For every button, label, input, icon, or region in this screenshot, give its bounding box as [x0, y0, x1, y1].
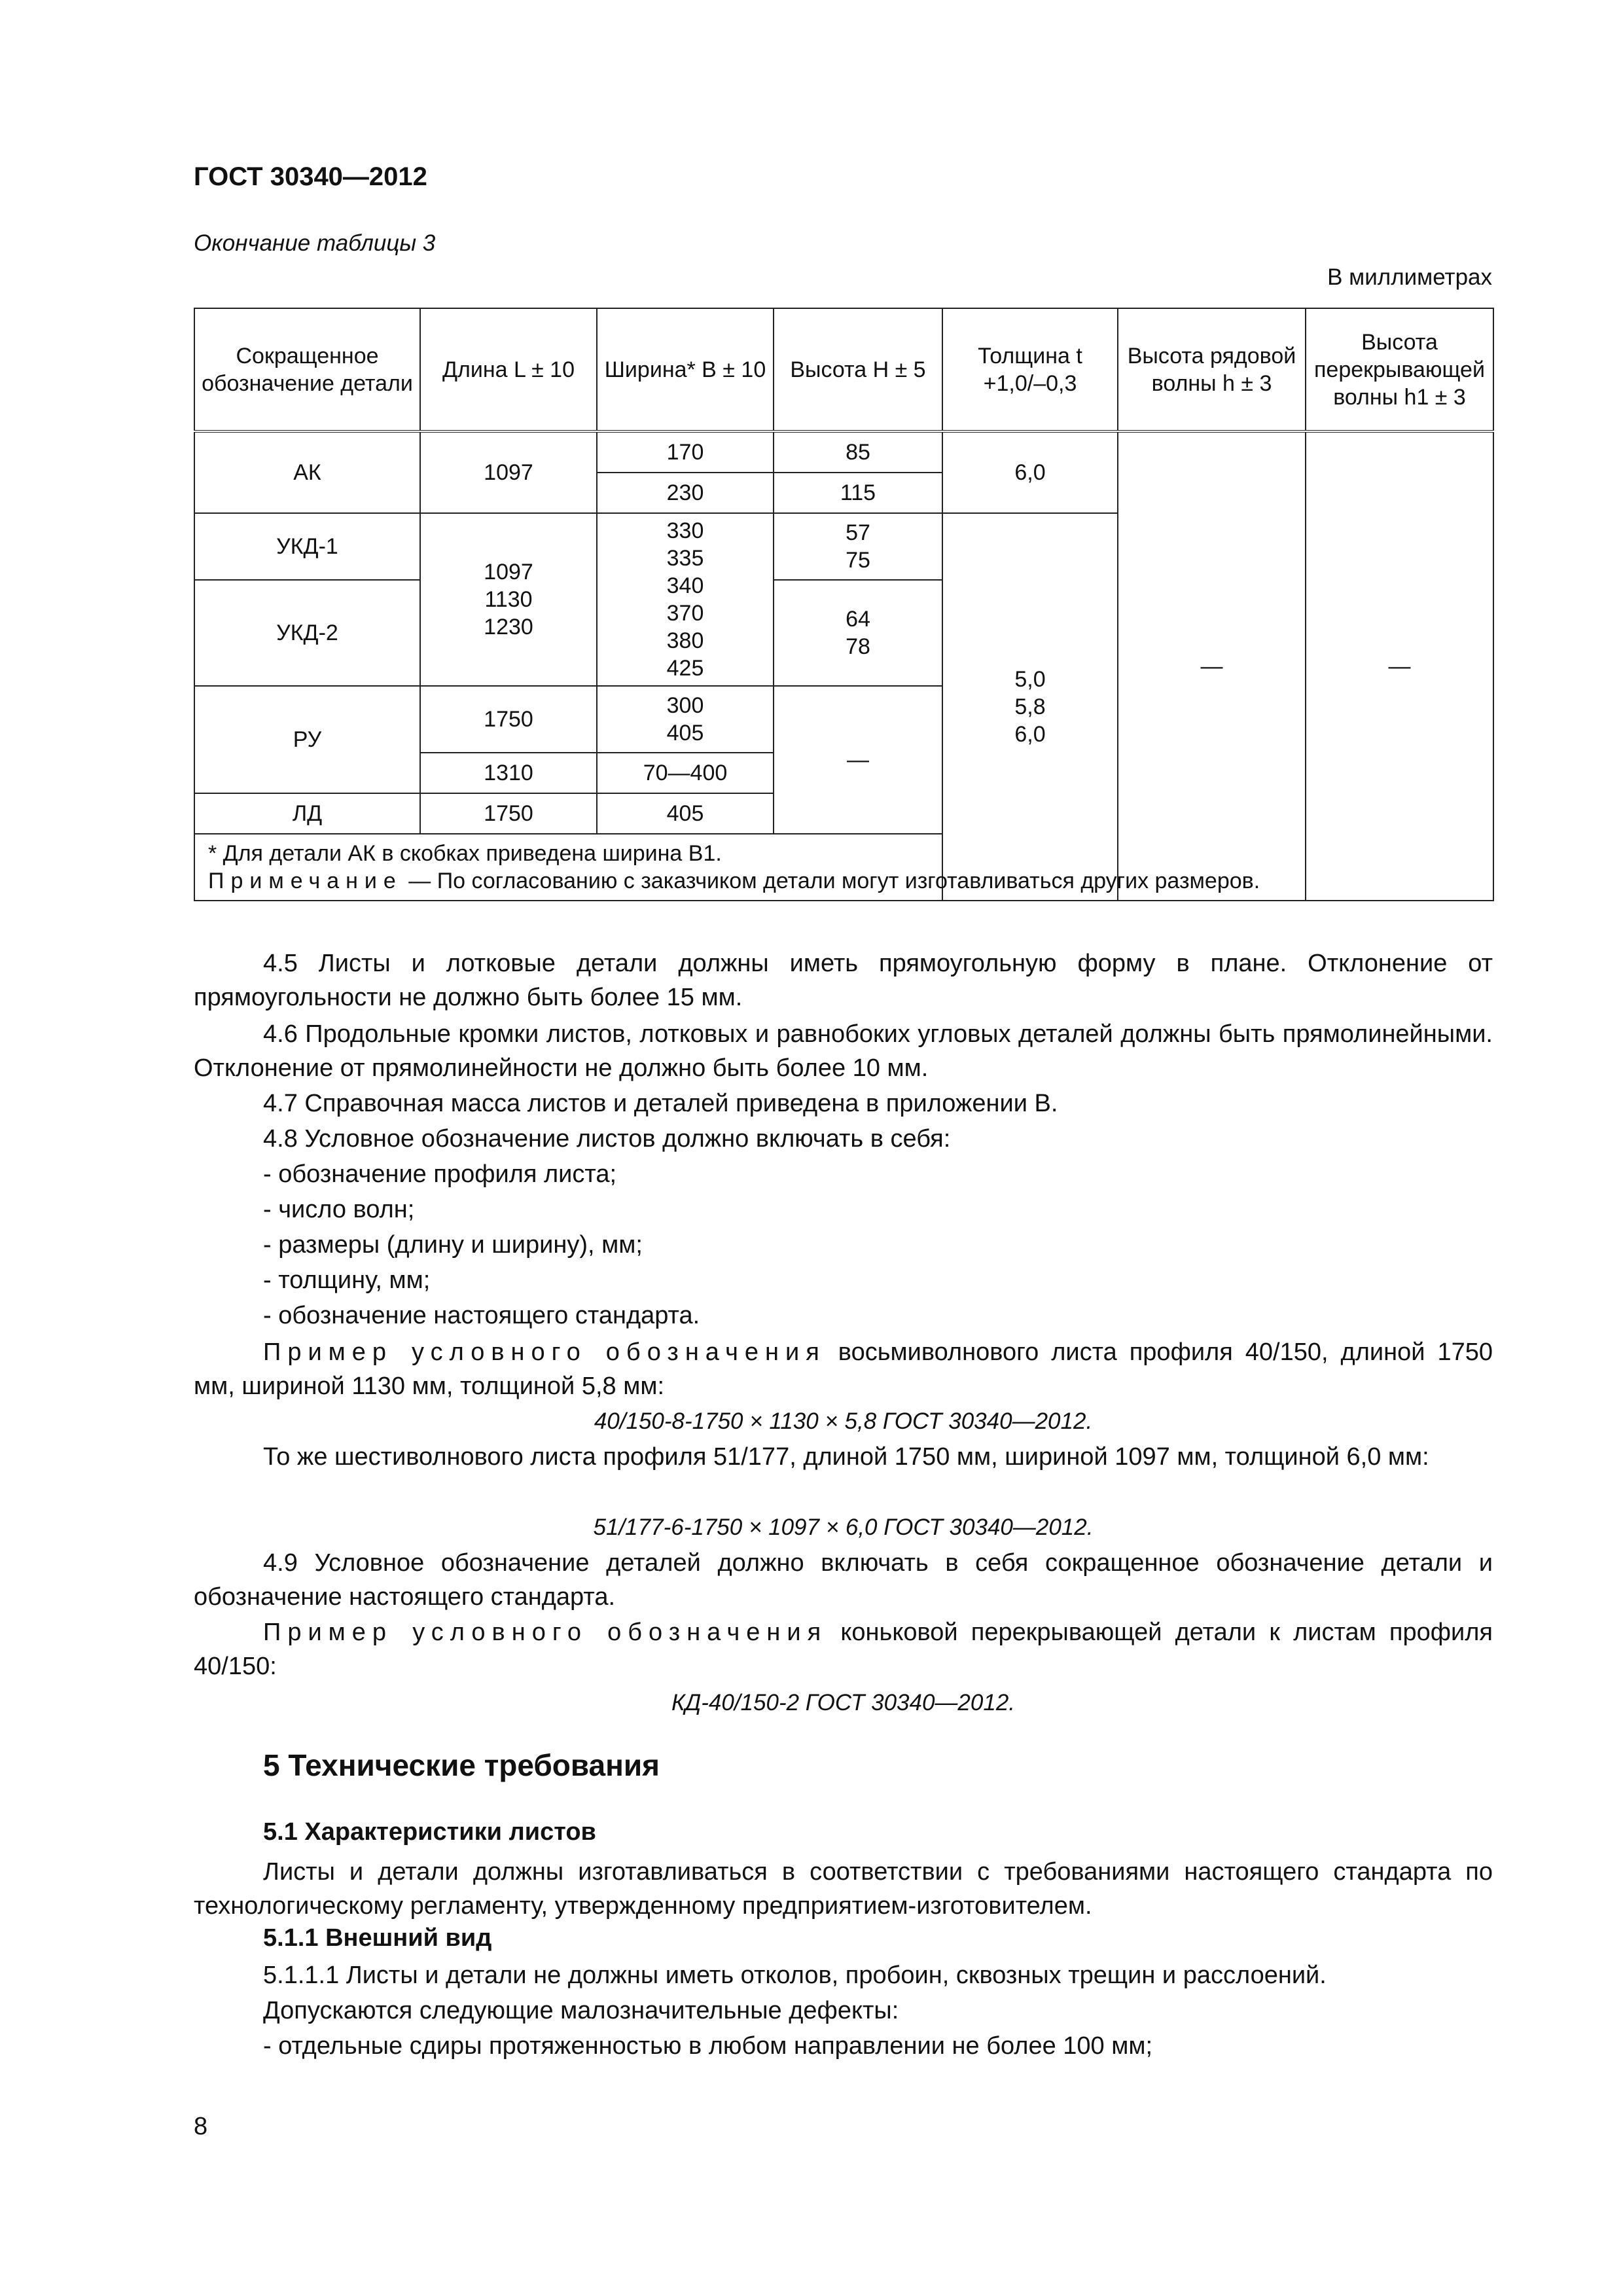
table-caption: Окончание таблицы 3 — [194, 230, 436, 256]
ru-width-value: 300 — [666, 693, 704, 718]
paragraph-4-7: 4.7 Справочная масса листов и деталей приведена в приложении В. — [263, 1090, 1058, 1117]
paragraph-defects: Допускаются следующие малозначительные дефекты: — [263, 1997, 899, 2024]
section-5-1-1-title: 5.1.1 Внешний вид — [263, 1924, 492, 1952]
table-note-row — [194, 834, 1493, 901]
header-height: Высота H ± 5 — [774, 308, 942, 431]
cell-ld-name: ЛД — [194, 793, 420, 834]
cell-ukd-widths — [597, 513, 774, 686]
header-wave-height: Высота рядовой волны h ± 3 — [1118, 308, 1306, 431]
example-2-formula: 51/177-6-1750 × 1097 × 6,0 ГОСТ 30340—2012. — [593, 1515, 1094, 1540]
cell-ld-length: 1750 — [420, 793, 597, 834]
cell-ukd2-heights — [774, 580, 942, 686]
dimensions-table — [194, 308, 1494, 901]
ukd-width-value: 370 — [666, 601, 704, 626]
ukd-width-value: 330 — [666, 518, 704, 543]
ukd1-height-value: 57 — [846, 520, 870, 545]
example-3-text: коньковой перекрывающей детали к листам профиля 40/150: — [194, 1619, 1493, 1680]
cell-ru-length-2: 1310 — [420, 753, 597, 793]
ukd2-height-value: 78 — [846, 634, 870, 659]
list-item: - обозначение профиля листа; — [263, 1160, 617, 1188]
cell-ak-length: 1097 — [420, 431, 597, 513]
ukd-length-value: 1230 — [484, 615, 533, 639]
document-header: ГОСТ 30340—2012 — [194, 162, 427, 191]
cell-ak-height-1: 85 — [774, 431, 942, 473]
cell-ru-width-2: 70—400 — [597, 753, 774, 793]
paragraph-4-6: 4.6 Продольные кромки листов, лотковых и равнобоких угловых деталей должны быть прямолинейными. Отклонение от прямолинейности не должно быть более 10 мм. — [194, 1020, 1493, 1082]
ukd-length-value: 1130 — [484, 587, 533, 612]
cell-ukd-lengths — [420, 513, 597, 686]
ukd2-height-value: 64 — [846, 607, 870, 632]
list-item: - отдельные сдиры протяженностью в любом направлении не более 100 мм; — [263, 2032, 1153, 2060]
table-row — [194, 431, 1493, 473]
cell-ak-width-1: 170 — [597, 431, 774, 473]
paragraph-4-8: 4.8 Условное обозначение листов должно включать в себя: — [263, 1125, 951, 1153]
ukd-width-value: 425 — [666, 656, 704, 681]
paragraph-4-9: 4.9 Условное обозначение деталей должно включать в себя сокращенное обозначение детали и обозначение настоящего стандарта. — [194, 1549, 1493, 1611]
table-note — [208, 867, 1480, 895]
cell-ukd1-heights — [774, 513, 942, 580]
section-5-title: 5 Технические требования — [263, 1748, 660, 1782]
ukd1-height-value: 75 — [846, 548, 870, 573]
table-notes — [194, 834, 1493, 901]
ukd-length-value: 1097 — [484, 560, 533, 584]
cell-ru-length-1: 1750 — [420, 686, 597, 753]
header-width: Ширина* B ± 10 — [597, 308, 774, 431]
table-footnote: * Для детали АК в скобках приведена ширина B1. — [208, 841, 722, 866]
header-thickness: Толщина t +1,0/–0,3 — [942, 308, 1118, 431]
cell-overlap-wave-dash: — — [1306, 431, 1493, 901]
note-label: Примечание — [208, 869, 402, 893]
list-item: - толщину, мм; — [263, 1266, 431, 1294]
example-label: Пример условного обозначения — [263, 1338, 826, 1366]
thickness-value: 6,0 — [1014, 722, 1046, 747]
ukd-width-value: 335 — [666, 546, 704, 571]
cell-ru-widths-1 — [597, 686, 774, 753]
cell-ukd2-name: УКД-2 — [194, 580, 420, 686]
example-3-formula: КД-40/150-2 ГОСТ 30340—2012. — [671, 1690, 1016, 1715]
cell-ak-thickness: 6,0 — [942, 431, 1118, 513]
cell-wave-height-dash: — — [1118, 431, 1306, 901]
ukd-width-value: 380 — [666, 628, 704, 653]
ukd-width-value: 340 — [666, 573, 704, 598]
header-overlap-wave-height: Высота перекрывающей волны h1 ± 3 — [1306, 308, 1493, 431]
example-1-formula: 40/150-8-1750 × 1130 × 5,8 ГОСТ 30340—2012. — [594, 1408, 1093, 1434]
thickness-value: 5,0 — [1014, 667, 1046, 692]
paragraph-4-5: 4.5 Листы и лотковые детали должны иметь прямоугольную форму в плане. Отклонение от прямоугольности не должно быть более 15 мм. — [194, 950, 1493, 1011]
header-length: Длина L ± 10 — [420, 308, 597, 431]
example-2: То же шестиволнового листа профиля 51/177, длиной 1750 мм, шириной 1097 мм, толщиной 6,0 мм: — [263, 1443, 1429, 1471]
cell-ld-width: 405 — [597, 793, 774, 834]
section-5-1-title: 5.1 Характеристики листов — [263, 1818, 596, 1846]
table-units: В миллиметрах — [1327, 264, 1492, 290]
cell-ak-height-2: 115 — [774, 473, 942, 513]
list-item: - размеры (длину и ширину), мм; — [263, 1231, 643, 1259]
list-item: - число волн; — [263, 1196, 415, 1223]
paragraph-5-1-1-1: 5.1.1.1 Листы и детали не должны иметь отколов, пробоин, сквозных трещин и расслоений. — [263, 1962, 1327, 1989]
cell-ak-width-2: 230 — [597, 473, 774, 513]
cell-ru-name: РУ — [194, 686, 420, 793]
note-text: — По согласованию с заказчиком детали могут изготавливаться других размеров. — [402, 869, 1260, 893]
example-1 — [194, 1335, 1493, 1403]
ru-width-value: 405 — [666, 721, 704, 745]
example-1-text: восьмиволнового листа профиля 40/150, длиной 1750 мм, шириной 1130 мм, толщиной 5,8 мм: — [194, 1338, 1493, 1400]
thickness-value: 5,8 — [1014, 694, 1046, 719]
page-number: 8 — [194, 2113, 208, 2140]
example-3 — [194, 1615, 1493, 1683]
cell-ak-name: АК — [194, 431, 420, 513]
paragraph-5-1: Листы и детали должны изготавливаться в соответствии с требованиями настоящего стандарта по технологическому регламенту, утвержденному предприятием-изготовителем. — [194, 1858, 1493, 1920]
table-header-row — [194, 308, 1493, 431]
header-designation: Сокращенное обозначение детали — [194, 308, 420, 431]
cell-ukd1-name: УКД-1 — [194, 513, 420, 580]
example-label: Пример условного обозначения — [263, 1619, 828, 1646]
list-item: - обозначение настоящего стандарта. — [263, 1302, 700, 1329]
cell-ru-ld-height-dash: — — [774, 686, 942, 834]
